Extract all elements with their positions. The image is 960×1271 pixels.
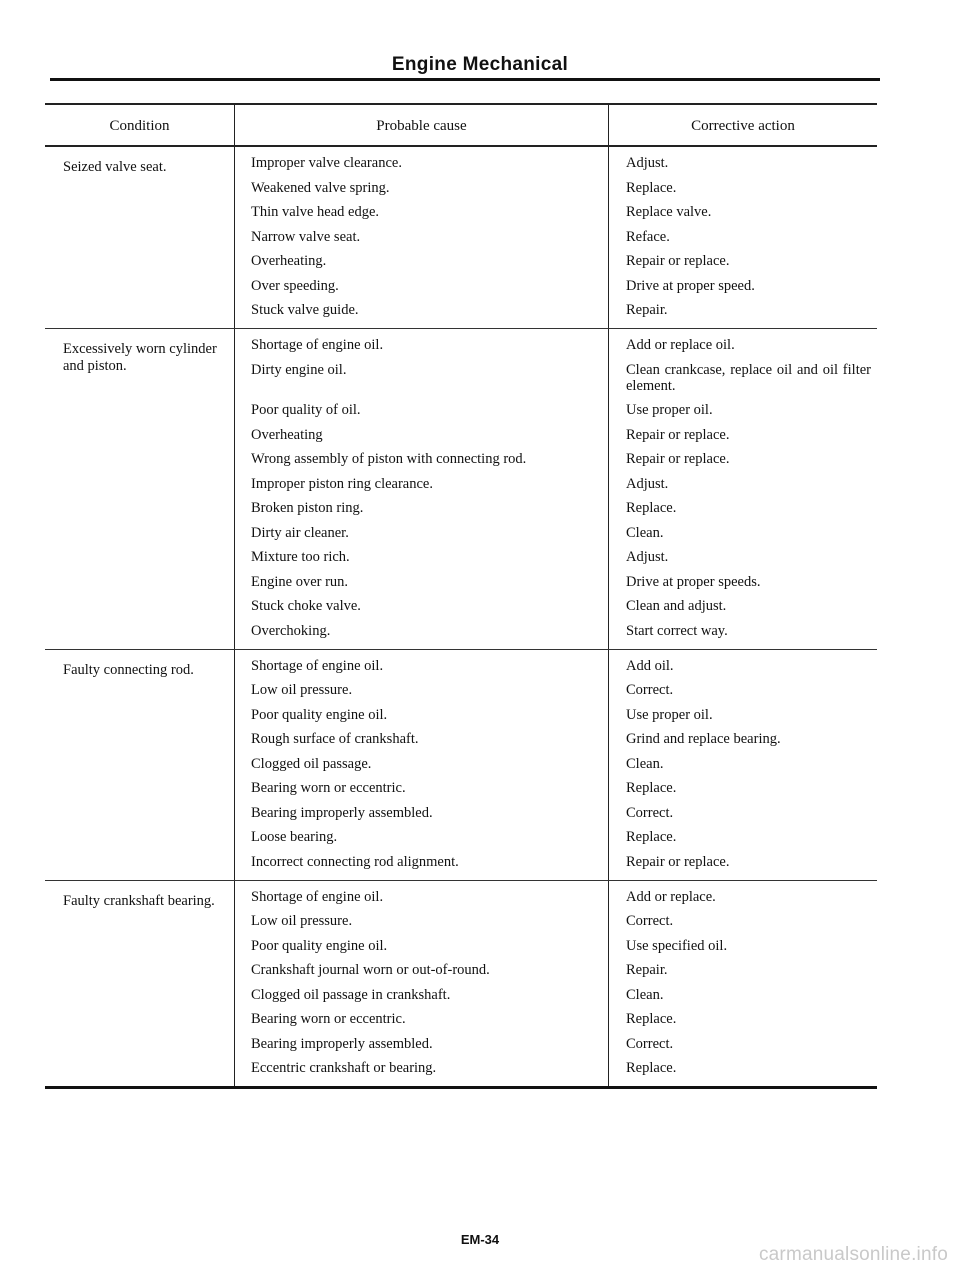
action-entry: Replace.	[626, 179, 677, 196]
condition-cell: Seized valve seat.	[45, 147, 235, 328]
cause-entry: Overchoking.	[251, 622, 331, 639]
action-entry: Start correct way.	[626, 622, 728, 639]
condition-cell: Faulty connecting rod.	[45, 650, 235, 880]
probable-cause-cell	[235, 881, 609, 1087]
action-entry: Use proper oil.	[626, 402, 713, 418]
action-entry: Repair or replace.	[626, 853, 730, 870]
action-entry: Repair.	[626, 302, 668, 318]
condition-cell: Excessively worn cylinder and piston.	[45, 329, 235, 649]
cause-entry: Loose bearing.	[251, 829, 338, 845]
action-entry: Repair or replace.	[626, 426, 730, 443]
action-entry: Use proper oil.	[626, 706, 713, 723]
cause-entry: Engine over run.	[251, 573, 349, 590]
action-entry: Correct.	[626, 804, 674, 821]
cause-entry: Shortage of engine oil.	[251, 337, 384, 353]
action-entry: Clean.	[626, 986, 664, 1003]
action-entry: Replace.	[626, 829, 677, 845]
action-entry: Replace.	[626, 500, 677, 516]
cause-entry: Overheating	[251, 426, 323, 443]
action-entry: Clean.	[626, 755, 664, 772]
cause-entry: Clogged oil passage in crankshaft.	[251, 986, 451, 1003]
probable-cause-cell	[235, 147, 609, 328]
cause-entry: Bearing improperly assembled.	[251, 804, 433, 821]
action-entry: Add or replace oil.	[626, 337, 735, 353]
action-entry: Repair or replace.	[626, 451, 730, 467]
cause-entry: Bearing improperly assembled.	[251, 1035, 433, 1052]
header-corrective-action: Corrective action	[691, 117, 795, 134]
cause-entry: Stuck valve guide.	[251, 302, 359, 318]
action-entry: Use specified oil.	[626, 937, 728, 954]
header-condition: Condition	[45, 105, 235, 145]
cause-entry: Wrong assembly of piston with connecting rod.	[251, 451, 527, 467]
cause-entry: Rough surface of crankshaft.	[251, 731, 419, 747]
cause-entry: Poor quality of oil.	[251, 402, 361, 418]
table-header-row	[45, 105, 877, 147]
action-entry: Correct.	[626, 682, 674, 698]
cause-entry: Improper piston ring clearance.	[251, 475, 433, 492]
cause-entry: Low oil pressure.	[251, 913, 353, 929]
condition-cell: Faulty crankshaft bearing.	[45, 881, 235, 1087]
action-entry: Replace.	[626, 780, 677, 796]
action-entry: Adjust.	[626, 549, 669, 565]
cause-entry: Shortage of engine oil.	[251, 888, 384, 905]
action-entry: Repair or replace.	[626, 253, 730, 269]
action-entry: Clean crankcase, replace oil and oil filter element.	[626, 361, 871, 394]
cause-entry: Weakened valve spring.	[251, 179, 390, 196]
table-body	[45, 147, 877, 1089]
action-entry: Replace.	[626, 1011, 677, 1027]
cause-entry: Eccentric crankshaft or bearing.	[251, 1060, 437, 1076]
corrective-action-cell	[609, 881, 877, 1087]
cause-entry: Narrow valve seat.	[251, 228, 361, 245]
corrective-action-cell	[609, 650, 877, 880]
action-entry: Grind and replace bearing.	[626, 731, 781, 747]
cause-entry: Crankshaft journal worn or out-of-round.	[251, 962, 490, 978]
cause-entry: Overheating.	[251, 253, 327, 269]
table-row	[45, 329, 877, 650]
action-entry: Adjust.	[626, 475, 669, 492]
corrective-action-cell	[609, 329, 877, 649]
table-row	[45, 881, 877, 1090]
troubleshooting-table	[45, 103, 877, 1089]
cause-entry: Dirty air cleaner.	[251, 524, 349, 541]
cause-entry: Bearing worn or eccentric.	[251, 780, 406, 796]
action-entry: Add oil.	[626, 657, 674, 674]
page-number: EM-34	[460, 1232, 500, 1247]
action-entry: Replace.	[626, 1060, 677, 1076]
cause-entry: Dirty engine oil.	[251, 361, 347, 378]
probable-cause-cell	[235, 329, 609, 649]
watermark: carmanualsonline.info	[758, 1244, 948, 1265]
cause-entry: Shortage of engine oil.	[251, 657, 384, 674]
action-entry: Replace valve.	[626, 204, 712, 220]
cause-entry: Clogged oil passage.	[251, 755, 372, 772]
action-entry: Drive at proper speeds.	[626, 573, 761, 590]
cause-entry: Bearing worn or eccentric.	[251, 1011, 406, 1027]
cause-entry: Incorrect connecting rod alignment.	[251, 853, 459, 870]
table-row	[45, 147, 877, 329]
title-rule	[50, 78, 880, 81]
action-entry: Correct.	[626, 913, 674, 929]
action-entry: Adjust.	[626, 155, 669, 171]
cause-entry: Poor quality engine oil.	[251, 706, 388, 723]
corrective-action-cell	[609, 147, 877, 328]
cause-entry: Low oil pressure.	[251, 682, 353, 698]
action-entry: Add or replace.	[626, 888, 716, 905]
action-entry: Clean and adjust.	[626, 598, 727, 614]
cause-entry: Broken piston ring.	[251, 500, 364, 516]
action-entry: Correct.	[626, 1035, 674, 1052]
cause-entry: Stuck choke valve.	[251, 598, 361, 614]
header-probable-cause: Probable cause	[235, 105, 609, 145]
cause-entry: Improper valve clearance.	[251, 155, 402, 171]
cause-entry: Thin valve head edge.	[251, 204, 380, 220]
action-entry: Repair.	[626, 962, 668, 978]
action-entry: Reface.	[626, 228, 670, 245]
cause-entry: Mixture too rich.	[251, 549, 350, 565]
cause-entry: Poor quality engine oil.	[251, 937, 388, 954]
probable-cause-cell	[235, 650, 609, 880]
action-entry: Clean.	[626, 524, 664, 541]
page-title: Engine Mechanical	[391, 54, 569, 75]
cause-entry: Over speeding.	[251, 277, 339, 294]
action-entry: Drive at proper speed.	[626, 277, 755, 294]
table-row	[45, 650, 877, 881]
